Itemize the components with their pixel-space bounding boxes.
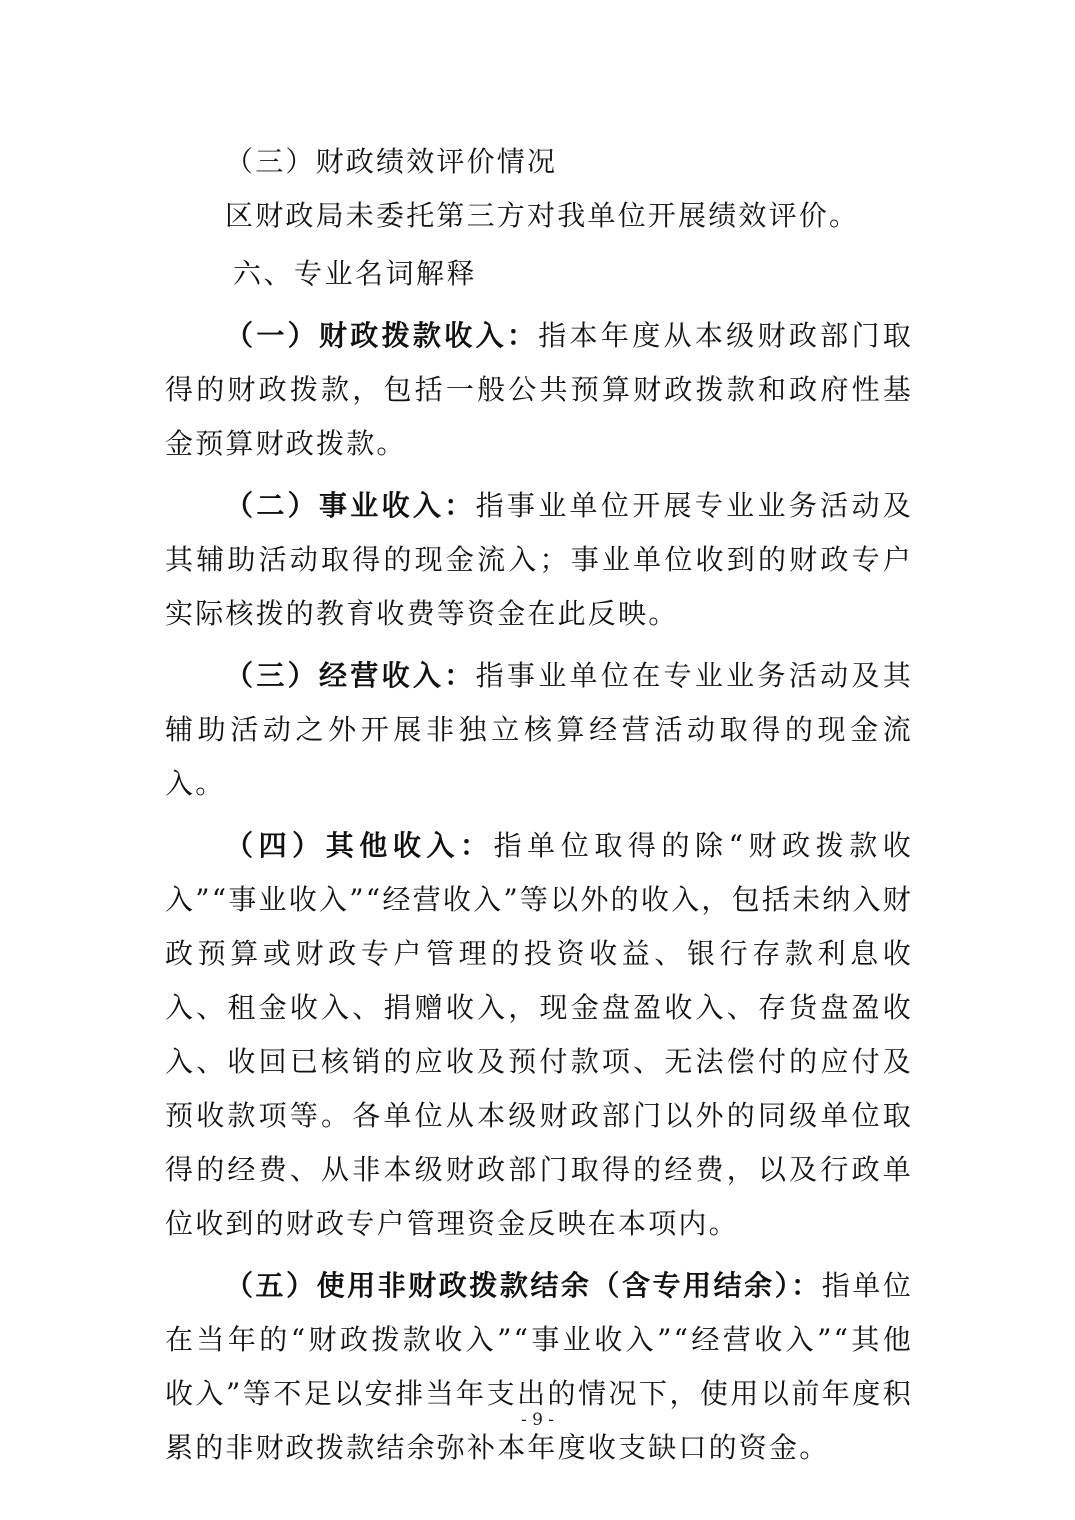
term-definition: 指单位取得的除“财政拨款收入”“事业收入”“经营收入”等以外的收入，包括未纳入财政预算或财政专户管理的投资收益、银行存款利息收入、租金收入、捐赠收入，现金盘盈收入、存货盘盈收入、收回已核销的应收及预付款项、无法偿付的应付及预收款项等。各单位从本级财政部门以外的同级单位取得的经费、从非本级财政部门取得的经费，以及行政单位收到的财政专户管理资金反映在本项内。 (165, 829, 913, 1240)
page-number: - 9 - (520, 1410, 555, 1430)
term-paragraph-2 (165, 479, 913, 641)
term-definition: 指事业单位开展专业业务活动及其辅助活动取得的现金流入；事业单位收到的财政专户实际核拨的教育收费等资金在此反映。 (165, 489, 913, 630)
term-definition: 指事业单位在专业业务活动及其辅助活动之外开展非独立核算经营活动取得的现金流入。 (165, 659, 913, 800)
term-definition: 指单位在当年的“财政拨款收入”“事业收入”“经营收入”“其他收入”等不足以安排当年支出的情况下，使用以前年度积累的非财政拨款结余弥补本年度收支缺口的资金。 (165, 1269, 913, 1464)
term-label: （三）经营收入： (225, 659, 476, 692)
term-label: （四）其他收入： (225, 829, 494, 862)
subsection-heading: （三）财政绩效评价情况 (225, 145, 558, 178)
term-paragraph-3 (165, 649, 913, 811)
term-label: （一）财政拨款收入： (225, 319, 539, 352)
term-definition: 指本年度从本级财政部门取得的财政拨款，包括一般公共预算财政拨款和政府性基金预算财政拨款。 (165, 319, 913, 460)
term-label: （五）使用非财政拨款结余（含专用结余）： (225, 1269, 822, 1302)
subsection-text: 区财政局未委托第三方对我单位开展绩效评价。 (225, 199, 860, 232)
section-heading: 六、专业名词解释 (233, 257, 478, 290)
term-paragraph-5 (165, 1259, 913, 1475)
term-paragraph-1 (165, 309, 913, 471)
page-content (165, 135, 913, 1475)
term-label: （二）事业收入： (225, 489, 476, 522)
term-paragraph-4 (165, 819, 913, 1251)
